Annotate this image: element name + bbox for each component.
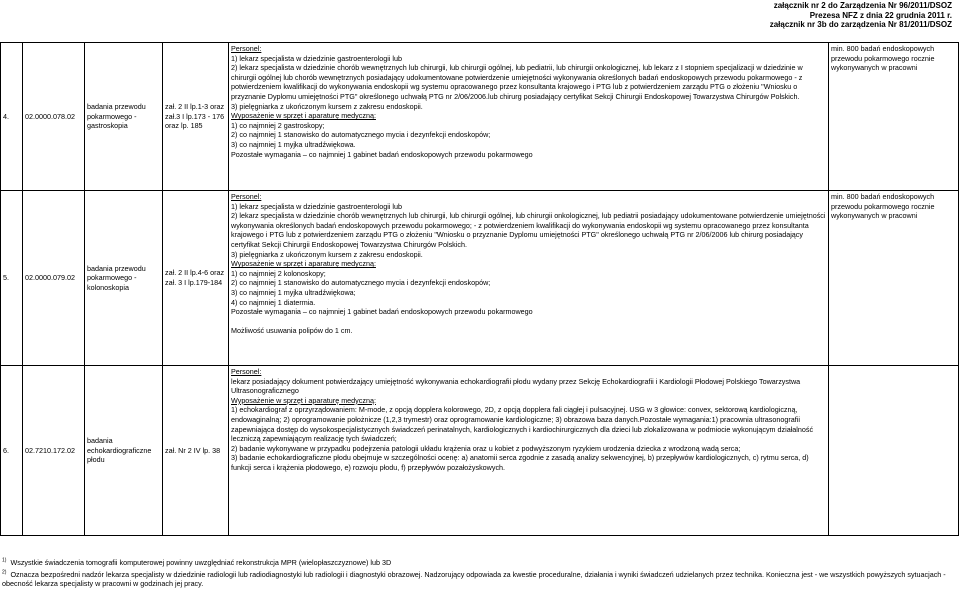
service-name: badania przewodu pokarmowego - gastroskopia [85,43,163,191]
service-name: badania echokardiograficzne płodu [85,366,163,536]
header-line-2: Prezesa NFZ z dnia 22 grudnia 2011 r. [809,10,952,20]
requirement-line: 2) lekarz specjalista w dziedzinie chorób wewnętrznych lub chirurgii, lub chirurgii ogólnej, lub chirurgii onkologicznej, lub pediatrii posiadający udokumentowane potwierdzenie umiejętności wykonywania określonych badań endoskopowych przewodu pokarmowego; - z potwierdzeniem kwalifikacji do wykonywania endoskopii wg systemu opracowanego przez konsultanta krajowego i PTG lub z potwierdzeniem zarządu PTG o złożeniu "Wniosku o przyznanie Dyplomu umiejętności PTG" określonego uchwałą PTG nr 2/06/2006 lub chirurg posiadający certyfikat Sekcji Chirurgii Endoskopowej Towarzystwa Chirurgów Polskich. [231,211,826,249]
equipment-line: 1) co najmniej 2 gastroskopy; [231,120,325,130]
requirements-cell [229,191,829,366]
header-line-1: załącznik nr 2 do Zarządzenia Nr 96/2011/DSOZ [773,1,952,10]
footnotes [2,558,957,591]
equipment-line: 2) co najmniej 1 stanowisko do automatycznego mycia i dezynfekcji endoskopów; [231,278,491,288]
minimum-volume: min. 800 badań endoskopowych przewodu pokarmowego rocznie wykonywanych w pracowni [829,191,959,366]
footnote-text: Wszystkie świadczenia tomografii komputerowej powinny uwzględniać rekonstrukcja MPR (wielopłaszczyznowe) lub 3D [10,558,392,567]
requirements-table [0,42,959,536]
other-requirement-line: Pozostałe wymagania – co najmniej 1 gabinet badań endoskopowych przewodu pokarmowego [231,149,533,159]
other-requirement-line: Pozostałe wymagania – co najmniej 1 gabinet badań endoskopowych przewodu pokarmowego [231,307,533,317]
requirement-line: 1) lekarz specjalista w dziedzinie gastroenterologii lub [231,201,402,211]
personnel-heading: Personel: [231,367,262,376]
equipment-line: 3) co najmniej 1 myjka ultradźwiękowa; [231,287,356,297]
footnote-mark: 2) [2,569,7,576]
row-number: 6. [1,366,23,536]
table-row [1,191,959,366]
document-header [770,1,952,30]
footnote [2,570,957,588]
requirement-line: 3) pielęgniarka z ukończonym kursem z zakresu endoskopii. [231,249,423,259]
equipment-line: 3) co najmniej 1 myjka ultradźwiękowa. [231,139,356,149]
footnote [2,558,957,567]
service-code: 02.7210.172.02 [23,366,85,536]
other-requirement-line: Możliwość usuwania polipów do 1 cm. [231,326,353,336]
requirement-line: 3) pielęgniarka z ukończonym kursem z zakresu endoskopii. [231,101,423,111]
regulation-reference: zał. 2 II lp.4-6 oraz zał. 3 I lp.179-184 [163,191,229,366]
row-number: 5. [1,191,23,366]
requirement-line: 2) lekarz specjalista w dziedzinie chorób wewnętrznych lub chirurgii, lub chirurgii ogólnej, lub pediatrii, lub chirurgii onkologicznej, lub lekarz z I stopniem specjalizacji w dziedzinie w chirurgii ogólnej lub chorób wewnętrznych posiadający udokumentowane potwierdzenie umiejętności wykonywania określonych badań endoskopowych przewodu pokarmowego - z potwierdzeniem kwalifikacji do wykonywania endoskopii wg systemu opracowanego przez konsultanta krajowego i PTG lub z potwierdzeniem zarządu PTG o złożeniu "Wniosku o przyznanie Dyplomu umiejętności PTG" określonego uchwałą PTG nr 2/06/2006.lub chirurg posiadający certyfikat Sekcji Chirurgii Endoskopowej Towarzystwa Chirurgów Polskich. [231,63,803,101]
requirements-cell [229,366,829,536]
equipment-heading: Wyposażenie w sprzęt i aparaturę medyczną: [231,395,376,405]
equipment-heading: Wyposażenie w sprzęt i aparaturę medyczną: [231,259,376,269]
table-row [1,43,959,191]
equipment-line: 1) echokardiograf z oprzyrządowaniem: M-mode, z opcją dopplera kolorowego, 2D, z opcją dopplera fali ciągłej i pulsacyjnej. USG w 3 głowice: convex, sektorową kardiologiczną, endowaginalną; 2) oprogramowanie położnicze (1,2,3 trymestr) oraz oprogramowanie kardiologiczne; 3) obrazowa baza danych.Pozostałe wymagania:1) pracownia ultrasonografii zapewniająca dostęp do wysokospecjalistycznych świadczeń perinatalnych, kardiologicznych i kardiochirurgicznych dla dzieci lub zlokalizowana w podmiocie wykonującym działalność leczniczą zapewniającym realizację tych świadczeń; [231,405,814,444]
personnel-heading: Personel: [231,192,262,201]
minimum-volume: min. 800 badań endoskopowych przewodu pokarmowego rocznie wykonywanych w pracowni [829,43,959,191]
service-name: badania przewodu pokarmowego - kolonoskopia [85,191,163,366]
equipment-line: 1) co najmniej 2 kolonoskopy; [231,268,326,278]
service-code: 02.0000.079.02 [23,191,85,366]
requirements-cell [229,43,829,191]
requirement-line: 1) lekarz specjalista w dziedzinie gastroenterologii lub [231,53,402,63]
service-code: 02.0000.078.02 [23,43,85,191]
table-row [1,366,959,536]
equipment-line: 4) co najmniej 1 diatermia. [231,297,316,307]
personnel-heading: Personel: [231,44,262,53]
regulation-reference: zał. 2 II lp.1-3 oraz zał.3 I lp.173 - 176 oraz lp. 185 [163,43,229,191]
minimum-volume [829,366,959,536]
requirement-line: lekarz posiadający dokument potwierdzający umiejętność wykonywania echokardiografii płodu wydany przez Sekcję Echokardiografii i Kardiologii Płodowej Polskiego Towarzystwa Ultrasonograficznego [231,376,801,396]
footnote-text: Oznacza bezpośredni nadzór lekarza specjalisty w dziedzinie radiologii lub radiodiagnostyki lub radiologii i diagnostyki obrazowej. Nadzorujący odpowiada za kwestie proceduralne, działania i wyniki świadczeń udzielanych przez technika. Konieczna jest - we wszystkich powyższych sytuacjach - obecność lekarza specjalisty w pracowni w godzinach jej pracy. [2,570,946,588]
footnote-mark: 1) [2,557,7,564]
other-requirement-line [231,317,826,327]
regulation-reference: zał. Nr 2 IV lp. 38 [163,366,229,536]
equipment-heading: Wyposażenie w sprzęt i aparaturę medyczną: [231,111,376,121]
equipment-line: 2) badanie wykonywane w przypadku podejrzenia patologii układu krążenia oraz u kobiet z podwyższonym ryzykiem urodzenia dziecka z wrodzoną wadą serca; [231,443,741,453]
row-number: 4. [1,43,23,191]
equipment-line: 3) badanie echokardiograficzne płodu obejmuje w szczególności ocenę: a) anatomii serca zgodnie z zasadą analizy sekwencyjnej, b) przepływów kardiologicznych, c) rytmu serca, d) funkcji serca i krążenia płodowego, e) rozwoju płodu, f) przepływów pozałożyskowych. [231,453,809,472]
header-line-3: załącznik nr 3b do zarządzenia Nr 81/2011/DSOZ [769,20,952,29]
equipment-line: 2) co najmniej 1 stanowisko do automatycznego mycia i dezynfekcji endoskopów; [231,130,491,140]
